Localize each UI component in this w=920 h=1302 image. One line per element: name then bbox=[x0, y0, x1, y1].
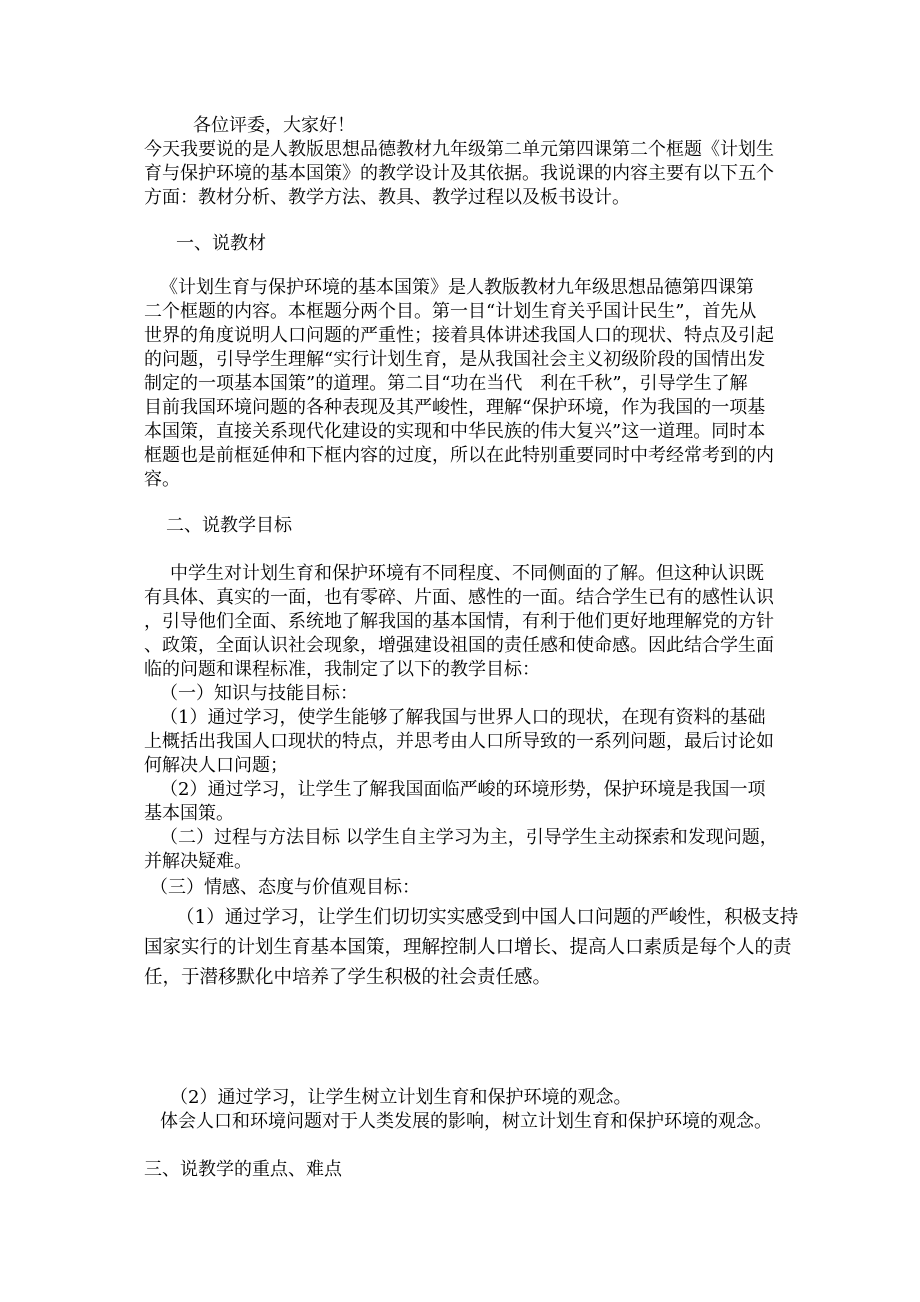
section2-line-2: 有具体、真实的一面，也有零碎、片面、感性的一面。结合学生已有的感性认识 bbox=[144, 587, 774, 608]
section1-line-4: 的问题，引导学生理解“实行计划生育，是从我国社会主义初级阶段的国情出发 bbox=[144, 349, 766, 370]
goal1-item2-line-1: （2）通过学习，让学生了解我国面临严峻的环境形势，保护环境是我国一项 bbox=[160, 779, 766, 800]
intro-line-1: 今天我要说的是人教版思想品德教材九年级第二单元第四课第二个框题《计划生 bbox=[144, 139, 774, 160]
goal1-item1-line-2: 上概括出我国人口现状的特点，并思考由人口所导致的一系列问题，最后讨论如 bbox=[144, 731, 774, 752]
goal3-item1-line-3: 任，于潜移默化中培养了学生积极的社会责任感。 bbox=[144, 967, 552, 988]
greeting: 各位评委，大家好！ bbox=[193, 115, 355, 136]
section2-heading: 二、说教学目标 bbox=[166, 515, 292, 536]
goal3-item1-line-2: 国家实行的计划生育基本国策，理解控制人口增长、提高人口素质是每个人的责 bbox=[144, 937, 792, 958]
section1-line-6: 目前我国环境问题的各种表现及其严峻性，理解“保护环境，作为我国的一项基 bbox=[144, 397, 766, 418]
section1-line-2: 二个框题的内容。本框题分两个目。第一目“计划生育关乎国计民生”，首先从 bbox=[144, 301, 757, 322]
goal1-item1-line-1: （1）通过学习，使学生能够了解我国与世界人口的现状，在现有资料的基础 bbox=[160, 707, 766, 728]
goal2-line-1: （二）过程与方法目标 以学生自主学习为主，引导学生主动探索和发现问题， bbox=[160, 827, 778, 848]
section2-line-4: 、政策，全面认识社会现象，增强建设祖国的责任感和使命感。因此结合学生面 bbox=[144, 635, 774, 656]
goal3-item1-line-1: （1）通过学习，让学生们切切实实感受到中国人口问题的严峻性，积极支持 bbox=[176, 907, 799, 928]
section1-line-1: 《计划生育与保护环境的基本国策》是人教版教材九年级思想品德第四课第 bbox=[160, 277, 754, 298]
intro-line-3: 方面：教材分析、教学方法、教具、教学过程以及板书设计。 bbox=[144, 187, 630, 208]
goal1-title: （一）知识与技能目标： bbox=[160, 683, 358, 704]
intro-line-2: 育与保护环境的基本国策》的教学设计及其依据。我说课的内容主要有以下五个 bbox=[144, 163, 774, 184]
section3-heading: 三、说教学的重点、难点 bbox=[144, 1159, 342, 1180]
section1-line-5: 制定的一项基本国策”的道理。第二目“功在当代 利在千秋”，引导学生了解 bbox=[144, 373, 748, 394]
goal3-item2: （2）通过学习，让学生树立计划生育和保护环境的观念。 bbox=[170, 1087, 632, 1108]
goal1-item1-line-3: 何解决人口问题； bbox=[144, 755, 288, 776]
section1-line-9: 容。 bbox=[144, 469, 180, 490]
section1-line-8: 框题也是前框延伸和下框内容的过度，所以在此特别重要同时中考经常考到的内 bbox=[144, 445, 774, 466]
goal1-item2-line-2: 基本国策。 bbox=[144, 803, 234, 824]
goal2-line-2: 并解决疑难。 bbox=[144, 851, 252, 872]
section2-closing: 体会人口和环境问题对于人类发展的影响，树立计划生育和保护环境的观念。 bbox=[160, 1111, 772, 1132]
section2-line-5: 临的问题和课程标准，我制定了以下的教学目标： bbox=[144, 659, 540, 680]
section2-line-1: 中学生对计划生育和保护环境有不同程度、不同侧面的了解。但这种认识既 bbox=[170, 563, 764, 584]
section2-line-3: ，引导他们全面、系统地了解我国的基本国情，有利于他们更好地理解党的方针 bbox=[144, 611, 774, 632]
goal3-title: （三）情感、态度与价值观目标： bbox=[150, 877, 420, 898]
section1-line-3: 世界的角度说明人口问题的严重性；接着具体讲述我国人口的现状、特点及引起 bbox=[144, 325, 774, 346]
section1-line-7: 本国策，直接关系现代化建设的实现和中华民族的伟大复兴”这一道理。同时本 bbox=[144, 421, 766, 442]
section1-heading: 一、说教材 bbox=[176, 233, 266, 254]
